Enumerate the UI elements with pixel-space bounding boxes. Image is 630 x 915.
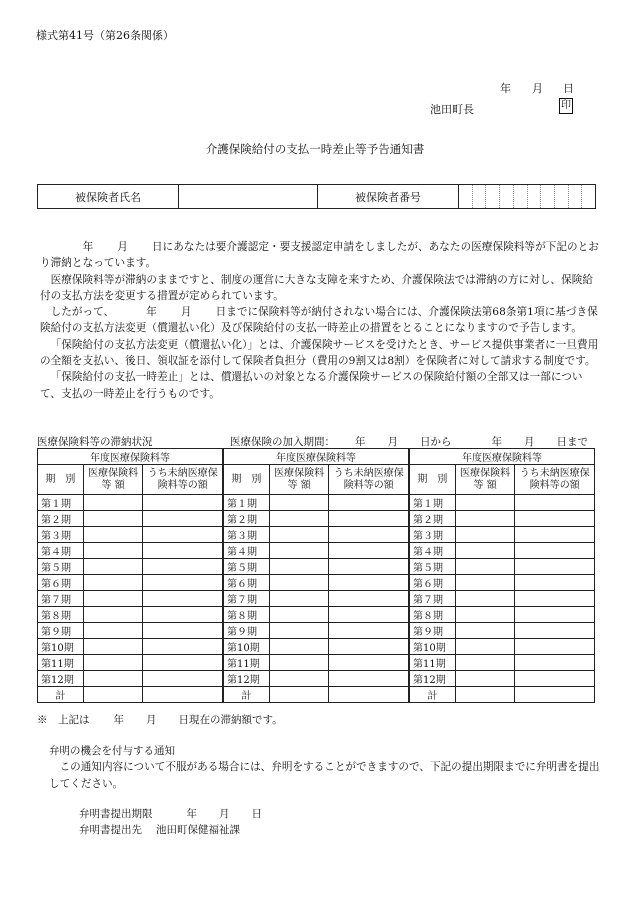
amount-cell[interactable]	[269, 623, 329, 639]
amount-cell[interactable]	[455, 639, 515, 655]
col-amount-header: 医療保険料 等 額	[83, 465, 143, 495]
table-row	[224, 623, 409, 639]
unpaid-cell[interactable]	[143, 671, 223, 687]
table-row	[224, 495, 409, 511]
unpaid-cell[interactable]	[143, 655, 223, 671]
p3-lead: したがって、	[50, 306, 115, 319]
issue-date-year: 年	[500, 82, 511, 95]
col-unpaid-header: うち未納医療保険料等の額	[515, 465, 595, 495]
col-period-header: 期 別	[410, 465, 456, 495]
amount-cell[interactable]	[269, 655, 329, 671]
p1-month: 月	[117, 241, 128, 253]
amount-cell[interactable]	[455, 559, 515, 575]
insured-info-table	[37, 184, 596, 209]
unpaid-cell[interactable]	[143, 559, 223, 575]
amount-cell[interactable]	[83, 623, 143, 639]
amount-cell[interactable]	[83, 495, 143, 511]
unpaid-cell[interactable]	[329, 591, 409, 607]
table-row	[410, 655, 595, 671]
unpaid-cell[interactable]	[329, 543, 409, 559]
amount-cell[interactable]	[455, 655, 515, 671]
unpaid-cell[interactable]	[515, 511, 595, 527]
period-cell: 第12期	[38, 671, 84, 687]
table-row	[38, 639, 223, 655]
unpaid-cell[interactable]	[515, 527, 595, 543]
unpaid-cell[interactable]	[515, 639, 595, 655]
unpaid-cell[interactable]	[515, 575, 595, 591]
unpaid-cell[interactable]	[329, 623, 409, 639]
amount-cell[interactable]	[269, 607, 329, 623]
period-cell: 第４期	[224, 543, 270, 559]
arrears-table-3	[409, 448, 595, 703]
table-row	[224, 543, 409, 559]
period-cell: 第11期	[38, 655, 84, 671]
unpaid-cell[interactable]	[329, 671, 409, 687]
unpaid-cell[interactable]	[143, 607, 223, 623]
col-period-header: 期 別	[38, 465, 84, 495]
table-row	[410, 543, 595, 559]
table-row	[38, 655, 223, 671]
p1-year: 年	[82, 241, 94, 253]
amount-cell[interactable]	[269, 495, 329, 511]
table-row	[38, 671, 223, 687]
period-cell: 第７期	[410, 591, 456, 607]
table-row	[410, 495, 595, 511]
period-cell: 第６期	[38, 575, 84, 591]
amount-cell[interactable]	[83, 511, 143, 527]
period-to-month: 月	[524, 436, 535, 448]
period-cell: 第３期	[410, 527, 456, 543]
unpaid-cell[interactable]	[143, 495, 223, 511]
p3-year: 年	[146, 306, 157, 319]
period-to-day: 日まで	[556, 436, 588, 448]
table-row	[224, 671, 409, 687]
table-row	[224, 607, 409, 623]
table-row	[224, 527, 409, 543]
period-cell: 第８期	[224, 607, 270, 623]
period-cell: 第１期	[224, 495, 270, 511]
unpaid-cell[interactable]	[515, 607, 595, 623]
table-row	[224, 655, 409, 671]
amount-cell[interactable]	[455, 607, 515, 623]
unpaid-cell[interactable]	[143, 639, 223, 655]
unpaid-cell[interactable]	[515, 559, 595, 575]
period-cell: 第11期	[224, 655, 270, 671]
period-cell: 第10期	[224, 639, 270, 655]
explanation-body: この通知内容について不服がある場合には、弁明をすることができますので、下記の提出期限までに弁明書を提出してください。	[49, 761, 600, 790]
amount-cell[interactable]	[83, 527, 143, 543]
period-cell: 第３期	[38, 527, 84, 543]
period-cell: 第12期	[410, 671, 456, 687]
unpaid-cell[interactable]	[143, 591, 223, 607]
total-row	[224, 687, 409, 703]
fiscal-year-header: 年度医療保険料等	[38, 449, 223, 465]
table-row	[38, 575, 223, 591]
insured-number-field[interactable]	[459, 185, 596, 209]
amount-cell[interactable]	[269, 543, 329, 559]
deadline-month: 月	[219, 808, 230, 820]
table-row	[224, 511, 409, 527]
arrears-status-label: 医療保険料等の滞納状況	[37, 436, 153, 448]
table-row	[224, 639, 409, 655]
period-cell: 第５期	[410, 559, 456, 575]
period-cell: 第10期	[410, 639, 456, 655]
period-cell: 第７期	[224, 591, 270, 607]
notice-body	[40, 239, 601, 402]
amount-cell[interactable]	[269, 559, 329, 575]
period-cell: 第４期	[410, 543, 456, 559]
insured-name-label: 被保険者氏名	[38, 185, 179, 209]
col-amount-header: 医療保険料 等 額	[455, 465, 515, 495]
period-cell: 第６期	[410, 575, 456, 591]
amount-cell[interactable]	[455, 671, 515, 687]
amount-cell[interactable]	[455, 543, 515, 559]
arrears-table-2	[223, 448, 409, 703]
table-row	[38, 543, 223, 559]
amount-cell[interactable]	[83, 559, 143, 575]
amount-cell[interactable]	[83, 543, 143, 559]
amount-cell[interactable]	[269, 591, 329, 607]
p1-text: 日にあなたは要介護認定・要支援認定申請をしましたが、あなたの医療保険料等が下記のとおり滞納となっています。	[40, 241, 599, 270]
insured-number-label: 被保険者番号	[318, 185, 459, 209]
fiscal-year-header: 年度医療保険料等	[224, 449, 409, 465]
table-row	[38, 591, 223, 607]
amount-cell[interactable]	[455, 623, 515, 639]
table-row	[410, 559, 595, 575]
amount-cell[interactable]	[269, 511, 329, 527]
col-unpaid-header: うち未納医療保険料等の額	[329, 465, 409, 495]
table-row	[224, 559, 409, 575]
submission-deadline	[79, 806, 262, 821]
period-from-day: 日から	[420, 436, 452, 448]
amount-cell[interactable]	[269, 527, 329, 543]
unpaid-cell[interactable]	[143, 527, 223, 543]
deadline-day: 日	[251, 808, 262, 820]
note-prefix: ※ 上記は	[37, 714, 90, 726]
amount-cell[interactable]	[455, 591, 515, 607]
unpaid-cell[interactable]	[515, 671, 595, 687]
total-amount-cell[interactable]	[83, 687, 143, 703]
unpaid-cell[interactable]	[329, 527, 409, 543]
amount-cell[interactable]	[269, 671, 329, 687]
table-row	[38, 511, 223, 527]
amount-cell[interactable]	[269, 575, 329, 591]
period-to-year: 年	[491, 436, 502, 448]
fiscal-year-header: 年度医療保険料等	[410, 449, 595, 465]
unpaid-cell[interactable]	[329, 607, 409, 623]
destination-value: 池田町保健福祉課	[156, 824, 240, 836]
paragraph-2: 医療保険料等が滞納のままですと、制度の運営に大きな支障を来すため、介護保険法では滞納の方に対し、保険給付の支払方法を変更する措置が定められています。	[40, 273, 593, 302]
table-row	[410, 639, 595, 655]
amount-cell[interactable]	[83, 655, 143, 671]
table-row	[38, 495, 223, 511]
unpaid-cell[interactable]	[515, 623, 595, 639]
amount-cell[interactable]	[83, 575, 143, 591]
table-row	[410, 607, 595, 623]
enrollment-period	[230, 434, 588, 449]
note-month: 月	[146, 714, 157, 726]
insured-name-field[interactable]	[179, 185, 318, 209]
unpaid-cell[interactable]	[515, 655, 595, 671]
seal-stamp: 印	[559, 98, 573, 114]
insured-number-digits	[459, 185, 595, 208]
col-period-header: 期 別	[224, 465, 270, 495]
col-unpaid-header: うち未納医療保険料等の額	[143, 465, 223, 495]
table-row	[410, 623, 595, 639]
total-unpaid-cell[interactable]	[329, 687, 409, 703]
issue-date-day: 日	[563, 82, 574, 95]
period-cell: 第９期	[224, 623, 270, 639]
period-cell: 第１期	[38, 495, 84, 511]
submission-destination	[79, 822, 240, 837]
amount-cell[interactable]	[455, 575, 515, 591]
total-unpaid-cell[interactable]	[515, 687, 595, 703]
period-cell: 第４期	[38, 543, 84, 559]
amount-cell[interactable]	[83, 639, 143, 655]
p3-month: 月	[180, 306, 192, 319]
deadline-label: 弁明書提出期限	[79, 808, 153, 820]
amount-cell[interactable]	[83, 607, 143, 623]
issuer-name: 池田町長	[430, 103, 474, 116]
period-cell: 第８期	[410, 607, 456, 623]
period-cell: 第２期	[410, 511, 456, 527]
table-row	[410, 671, 595, 687]
period-cell: 第５期	[224, 559, 270, 575]
unpaid-cell[interactable]	[143, 543, 223, 559]
note-suffix: 日現在の滞納額です。	[178, 714, 283, 726]
period-cell: 第６期	[224, 575, 270, 591]
unpaid-cell[interactable]	[329, 655, 409, 671]
table-row	[410, 575, 595, 591]
paragraph-5: 「保険給付の支払一時差止」とは、償還払いの対象となる介護保険サービスの保険給付額の全部又は一部について、支払の一時差止を行うものです。	[40, 371, 583, 400]
table-row	[410, 591, 595, 607]
amount-cell[interactable]	[83, 591, 143, 607]
period-cell: 第11期	[410, 655, 456, 671]
period-cell: 第９期	[410, 623, 456, 639]
period-cell: 第７期	[38, 591, 84, 607]
table-row	[38, 623, 223, 639]
unpaid-cell[interactable]	[329, 495, 409, 511]
period-cell: 第12期	[224, 671, 270, 687]
table-row	[410, 527, 595, 543]
unpaid-cell[interactable]	[143, 623, 223, 639]
explanation-title: 弁明の機会を付与する通知	[49, 745, 175, 757]
unpaid-cell[interactable]	[329, 559, 409, 575]
period-from-year: 年	[355, 436, 366, 448]
unpaid-cell[interactable]	[515, 543, 595, 559]
unpaid-cell[interactable]	[143, 575, 223, 591]
amount-cell[interactable]	[455, 495, 515, 511]
period-cell: 第２期	[38, 511, 84, 527]
note-year: 年	[113, 714, 124, 726]
balance-date-note	[37, 712, 283, 727]
unpaid-cell[interactable]	[143, 511, 223, 527]
table-row	[38, 559, 223, 575]
period-cell: 第１期	[410, 495, 456, 511]
period-cell: 第５期	[38, 559, 84, 575]
table-row	[410, 511, 595, 527]
issue-date-month: 月	[532, 82, 543, 95]
col-amount-header: 医療保険料 等 額	[269, 465, 329, 495]
total-label: 計	[410, 687, 456, 703]
arrears-table-1	[37, 448, 223, 703]
amount-cell[interactable]	[455, 527, 515, 543]
unpaid-cell[interactable]	[329, 639, 409, 655]
p3-text: 日までに保険料等が納付されない場合には、介護保険法第68条第1項に基づき保険給付の支払方法変更（償還払い化）及び保険給付の支払一時差止の措置をとることになりますので予告します。	[40, 306, 598, 335]
amount-cell[interactable]	[83, 671, 143, 687]
total-row	[38, 687, 223, 703]
document-title: 介護保険給付の支払一時差止等予告通知書	[205, 142, 425, 156]
paragraph-3	[40, 304, 601, 337]
paragraph-4: 「保険給付の支払方法変更（償還払い化）」とは、介護保険サービスを受けたとき、サービス提供事業者に一旦費用の全額を支払い、後日、領収証を添付して保険者負担分（費用の9割又は8割）を保険者に対して請求する制度です。	[40, 338, 599, 368]
deadline-year: 年	[186, 808, 197, 820]
table-row	[38, 527, 223, 543]
unpaid-cell[interactable]	[515, 495, 595, 511]
amount-cell[interactable]	[269, 639, 329, 655]
destination-label: 弁明書提出先	[79, 824, 142, 836]
paragraph-1	[40, 239, 601, 272]
unpaid-cell[interactable]	[329, 575, 409, 591]
unpaid-cell[interactable]	[515, 591, 595, 607]
form-number: 様式第41号（第26条関係）	[36, 29, 174, 42]
total-label: 計	[38, 687, 84, 703]
amount-cell[interactable]	[455, 511, 515, 527]
period-cell: 第３期	[224, 527, 270, 543]
total-label: 計	[224, 687, 270, 703]
period-cell: 第10期	[38, 639, 84, 655]
total-amount-cell[interactable]	[269, 687, 329, 703]
period-from-month: 月	[387, 436, 398, 448]
table-row	[224, 591, 409, 607]
period-label: 医療保険の加入期間：	[230, 436, 335, 448]
total-unpaid-cell[interactable]	[143, 687, 223, 703]
total-row	[410, 687, 595, 703]
period-cell: 第２期	[224, 511, 270, 527]
table-row	[38, 607, 223, 623]
total-amount-cell[interactable]	[455, 687, 515, 703]
period-cell: 第９期	[38, 623, 84, 639]
unpaid-cell[interactable]	[329, 511, 409, 527]
table-row	[224, 575, 409, 591]
period-cell: 第８期	[38, 607, 84, 623]
